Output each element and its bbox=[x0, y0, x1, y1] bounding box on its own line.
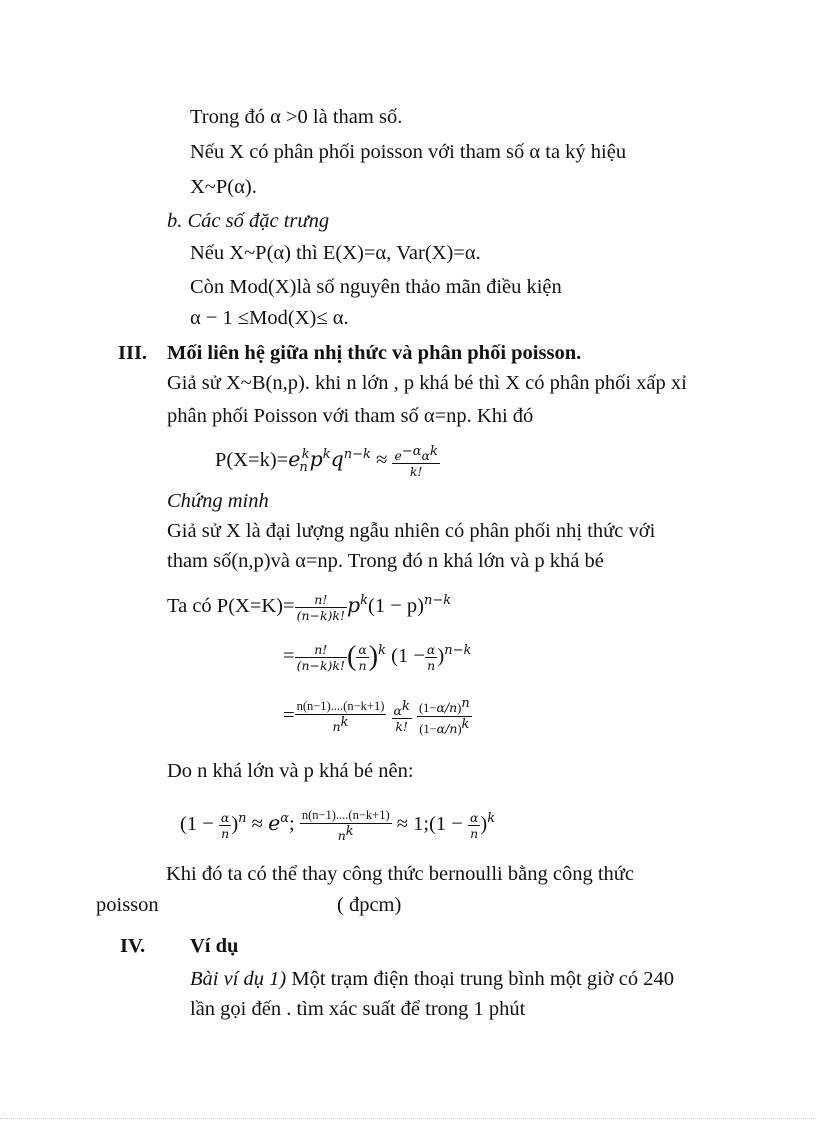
text-line: Giả sử X là đại lượng ngẫu nhiên có phân phối nhị thức với bbox=[167, 520, 656, 542]
example-label: Bài ví dụ 1) bbox=[190, 968, 287, 990]
text-line: phân phối Poisson với tham số α=np. Khi đó bbox=[167, 405, 534, 427]
section-heading: Mối liên hệ giữa nhị thức và phân phối poisson. bbox=[167, 342, 582, 364]
page-divider bbox=[0, 1118, 816, 1119]
formula-limits: (1 − $\frac{\alpha}{n}$ )$^n \approx e^\alpha$; $\frac{n(n-1)....(n-k+1)}{n^k}$ ≈ 1;(1 − $\frac{\alpha}{n}$ )$^k$ bbox=[180, 807, 496, 843]
qed-label: ( đpcm) bbox=[337, 894, 402, 916]
example-text: Một trạm điện thoại trung bình một giờ có 240 bbox=[286, 968, 674, 990]
section-number: III. bbox=[118, 342, 148, 364]
section-number: IV. bbox=[120, 935, 146, 957]
formula-step-2: = $\frac{n!}{(n-k)k!}$ ( $\frac{\alpha}{n}$ )$^k$ (1 − $\frac{\alpha}{n}$ )$^{n-k}$ bbox=[283, 641, 472, 673]
text-line: lần gọi đến . tìm xác suất để trong 1 phút bbox=[190, 998, 526, 1020]
text-line: Còn Mod(X)là số nguyên thảo mãn điều kiện bbox=[190, 276, 562, 298]
formula-step-3: = $\frac{n(n-1)....(n-k+1)}{n^k}$ $\frac{\alpha^k}{k!}$ $\frac{(1-\alpha/n)^n}{(1-\alpha/n)^k}$ bbox=[283, 696, 470, 737]
section-heading: Ví dụ bbox=[190, 935, 239, 957]
text-line: tham số(n,p)và α=np. Trong đó n khá lớn và p khá bé bbox=[167, 550, 604, 572]
text-line: X~P(α). bbox=[190, 176, 257, 198]
text-line: Giả sử X~B(n,p). khi n lớn , p khá bé thì X có phân phối xấp xỉ bbox=[167, 372, 687, 394]
subsection-heading: b. Các số đặc trưng bbox=[167, 210, 330, 232]
formula-poisson-approx: $P(X=k)=e_n^kp^kq^{n-k}$ ≈ $\frac{e^{-\alpha}\alpha^k}{k!}$ bbox=[215, 443, 438, 479]
text-line: Trong đó α >0 là tham số. bbox=[190, 106, 403, 128]
example-line bbox=[190, 966, 674, 992]
text-line: Do n khá lớn và p khá bé nên: bbox=[167, 760, 414, 782]
text-line: Nếu X có phân phối poisson với tham số α ta ký hiệu bbox=[190, 141, 627, 163]
formula-step-1: Ta có P(X=K)= $\frac{n!}{(n-k)k!}$ $p^k(1 - p)^{n-k}$ bbox=[167, 591, 452, 623]
text-line: Khi đó ta có thể thay công thức bernoulli bằng công thức bbox=[166, 863, 634, 885]
text-line: poisson bbox=[96, 894, 159, 916]
proof-heading: Chứng minh bbox=[167, 490, 269, 512]
text-line: Nếu X~P(α) thì E(X)=α, Var(X)=α. bbox=[190, 242, 481, 264]
text-line: α − 1 ≤Mod(X)≤ α. bbox=[190, 307, 349, 329]
